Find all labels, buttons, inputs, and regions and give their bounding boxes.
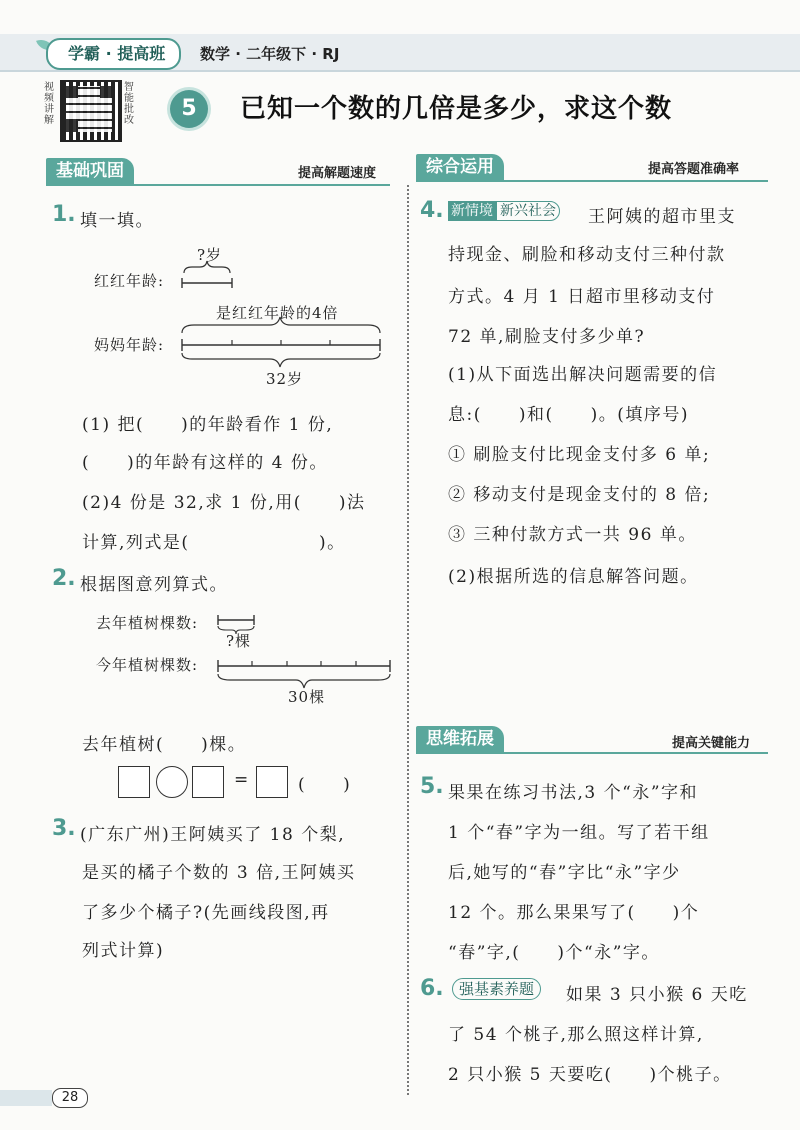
q1-hong-brace-label: ?岁 (197, 246, 223, 264)
q3-line-3: 了多少个橘子?(先画线段图,再 (82, 903, 330, 923)
section-applied-tab: 综合运用 (416, 154, 504, 180)
q1-prompt: 填一填。 (80, 211, 154, 231)
section-basic-tab: 基础巩固 (46, 158, 134, 184)
equation-result-box[interactable] (256, 766, 288, 798)
q1-line-2: ( )的年龄有这样的 4 份。 (82, 453, 328, 473)
section-extend-underline (416, 752, 768, 754)
page-number: 28 (52, 1088, 88, 1108)
section-applied-underline (416, 180, 768, 182)
q3-line-4: 列式计算) (82, 941, 165, 961)
section-extend-tab: 思维拓展 (416, 726, 504, 752)
series-label: 学霸 · 提高班 (46, 38, 181, 70)
q4-option-1: ① 刷脸支付比现金支付多 6 单; (448, 445, 711, 465)
section-basic-underline (46, 184, 390, 186)
equation-operator-circle[interactable] (156, 766, 188, 798)
lesson-number-badge: 5 (170, 90, 208, 128)
core-literacy-tag: 强基素养题 (452, 978, 541, 1000)
q6-line-1: 如果 3 只小猴 6 天吃 (566, 985, 748, 1005)
subject-label: 数学 · 二年级下 · RJ (200, 45, 340, 63)
q1-line-1: (1) 把( )的年龄看作 1 份, (82, 415, 334, 435)
q4-line-10: (2)根据所选的信息解答问题。 (448, 567, 699, 587)
q1-segment-diagram (170, 255, 400, 370)
q1-number: 1. (52, 202, 76, 227)
equation-box-1[interactable] (118, 766, 150, 798)
equation-box-2[interactable] (192, 766, 224, 798)
q2-prompt: 根据图意列算式。 (80, 575, 228, 595)
section-extend-aim: 提高关键能力 (672, 736, 751, 751)
q4-number: 4. (420, 198, 444, 223)
q4-tags (448, 200, 560, 221)
q6-line-3: 2 只小猴 5 天要吃( )个桃子。 (448, 1065, 732, 1085)
section-basic-aim: 提高解题速度 (298, 166, 377, 181)
q3-number: 3. (52, 816, 76, 841)
new-context-tag: 新情境 (448, 201, 496, 221)
q5-line-5: “春”字,( )个“永”字。 (448, 943, 660, 963)
column-divider (407, 185, 409, 1095)
equation-unit[interactable]: ( ) (298, 775, 352, 795)
q6-line-2: 了 54 个桃子,那么照这样计算, (448, 1025, 704, 1045)
q6-number: 6. (420, 976, 444, 1001)
q5-line-4: 12 个。那么果果写了( )个 (448, 903, 700, 923)
q4-line-3: 方式。4 月 1 日超市里移动支付 (448, 287, 716, 307)
q4-line-4: 72 单,刷脸支付多少单? (448, 327, 646, 347)
q2-last-brace-label: ?棵 (226, 632, 252, 650)
new-society-tag: 新兴社会 (496, 201, 560, 221)
q4-option-3: ③ 三种付款方式一共 96 单。 (448, 525, 697, 545)
q5-line-3: 后,她写的“春”字比“永”字少 (448, 863, 681, 883)
qr-right-caption: 智能批改 (124, 82, 134, 126)
page-number-band (0, 1090, 52, 1106)
q5-line-2: 1 个“春”字为一组。写了若干组 (448, 823, 710, 843)
q1-hong-label: 红红年龄: (94, 272, 165, 290)
qr-left-caption: 视频讲解 (44, 82, 54, 126)
q5-line-1: 果果在练习书法,3 个“永”字和 (448, 783, 699, 803)
section-applied-aim: 提高答题准确率 (648, 162, 740, 177)
equation-equals: = (234, 770, 250, 790)
q2-last-label: 去年植树棵数: (96, 614, 199, 632)
q3-line-2: 是买的橘子个数的 3 倍,王阿姨买 (82, 863, 356, 883)
q4-option-2: ② 移动支付是现金支付的 8 倍; (448, 485, 711, 505)
q2-number: 2. (52, 566, 76, 591)
q2-segment-diagram (212, 610, 397, 692)
q1-mom-total: 32岁 (266, 370, 304, 388)
q4-line-6: 息:( )和( )。(填序号) (448, 405, 690, 425)
q4-line-1: 王阿姨的超市里支 (588, 207, 736, 227)
q4-line-5: (1)从下面选出解决问题需要的信 (448, 365, 718, 385)
q1-mom-top-label: 是红红年龄的4倍 (216, 304, 339, 322)
q5-number: 5. (420, 774, 444, 799)
q1-line-4: 计算,列式是( )。 (82, 533, 346, 553)
q3-line-1: (广东广州)王阿姨买了 18 个梨, (80, 825, 346, 845)
page-title: 已知一个数的几倍是多少，求这个数 (240, 94, 673, 124)
q2-this-label: 今年植树棵数: (96, 656, 199, 674)
qr-code-pattern (66, 86, 112, 132)
q6-tag-wrap (452, 978, 541, 1000)
q2-answer-line: 去年植树( )棵。 (82, 735, 247, 755)
q1-mom-label: 妈妈年龄: (94, 336, 165, 354)
q1-line-3: (2)4 份是 32,求 1 份,用( )法 (82, 493, 366, 513)
q2-this-total: 30棵 (288, 688, 326, 706)
q4-line-2: 持现金、刷脸和移动支付三种付款 (448, 245, 726, 265)
